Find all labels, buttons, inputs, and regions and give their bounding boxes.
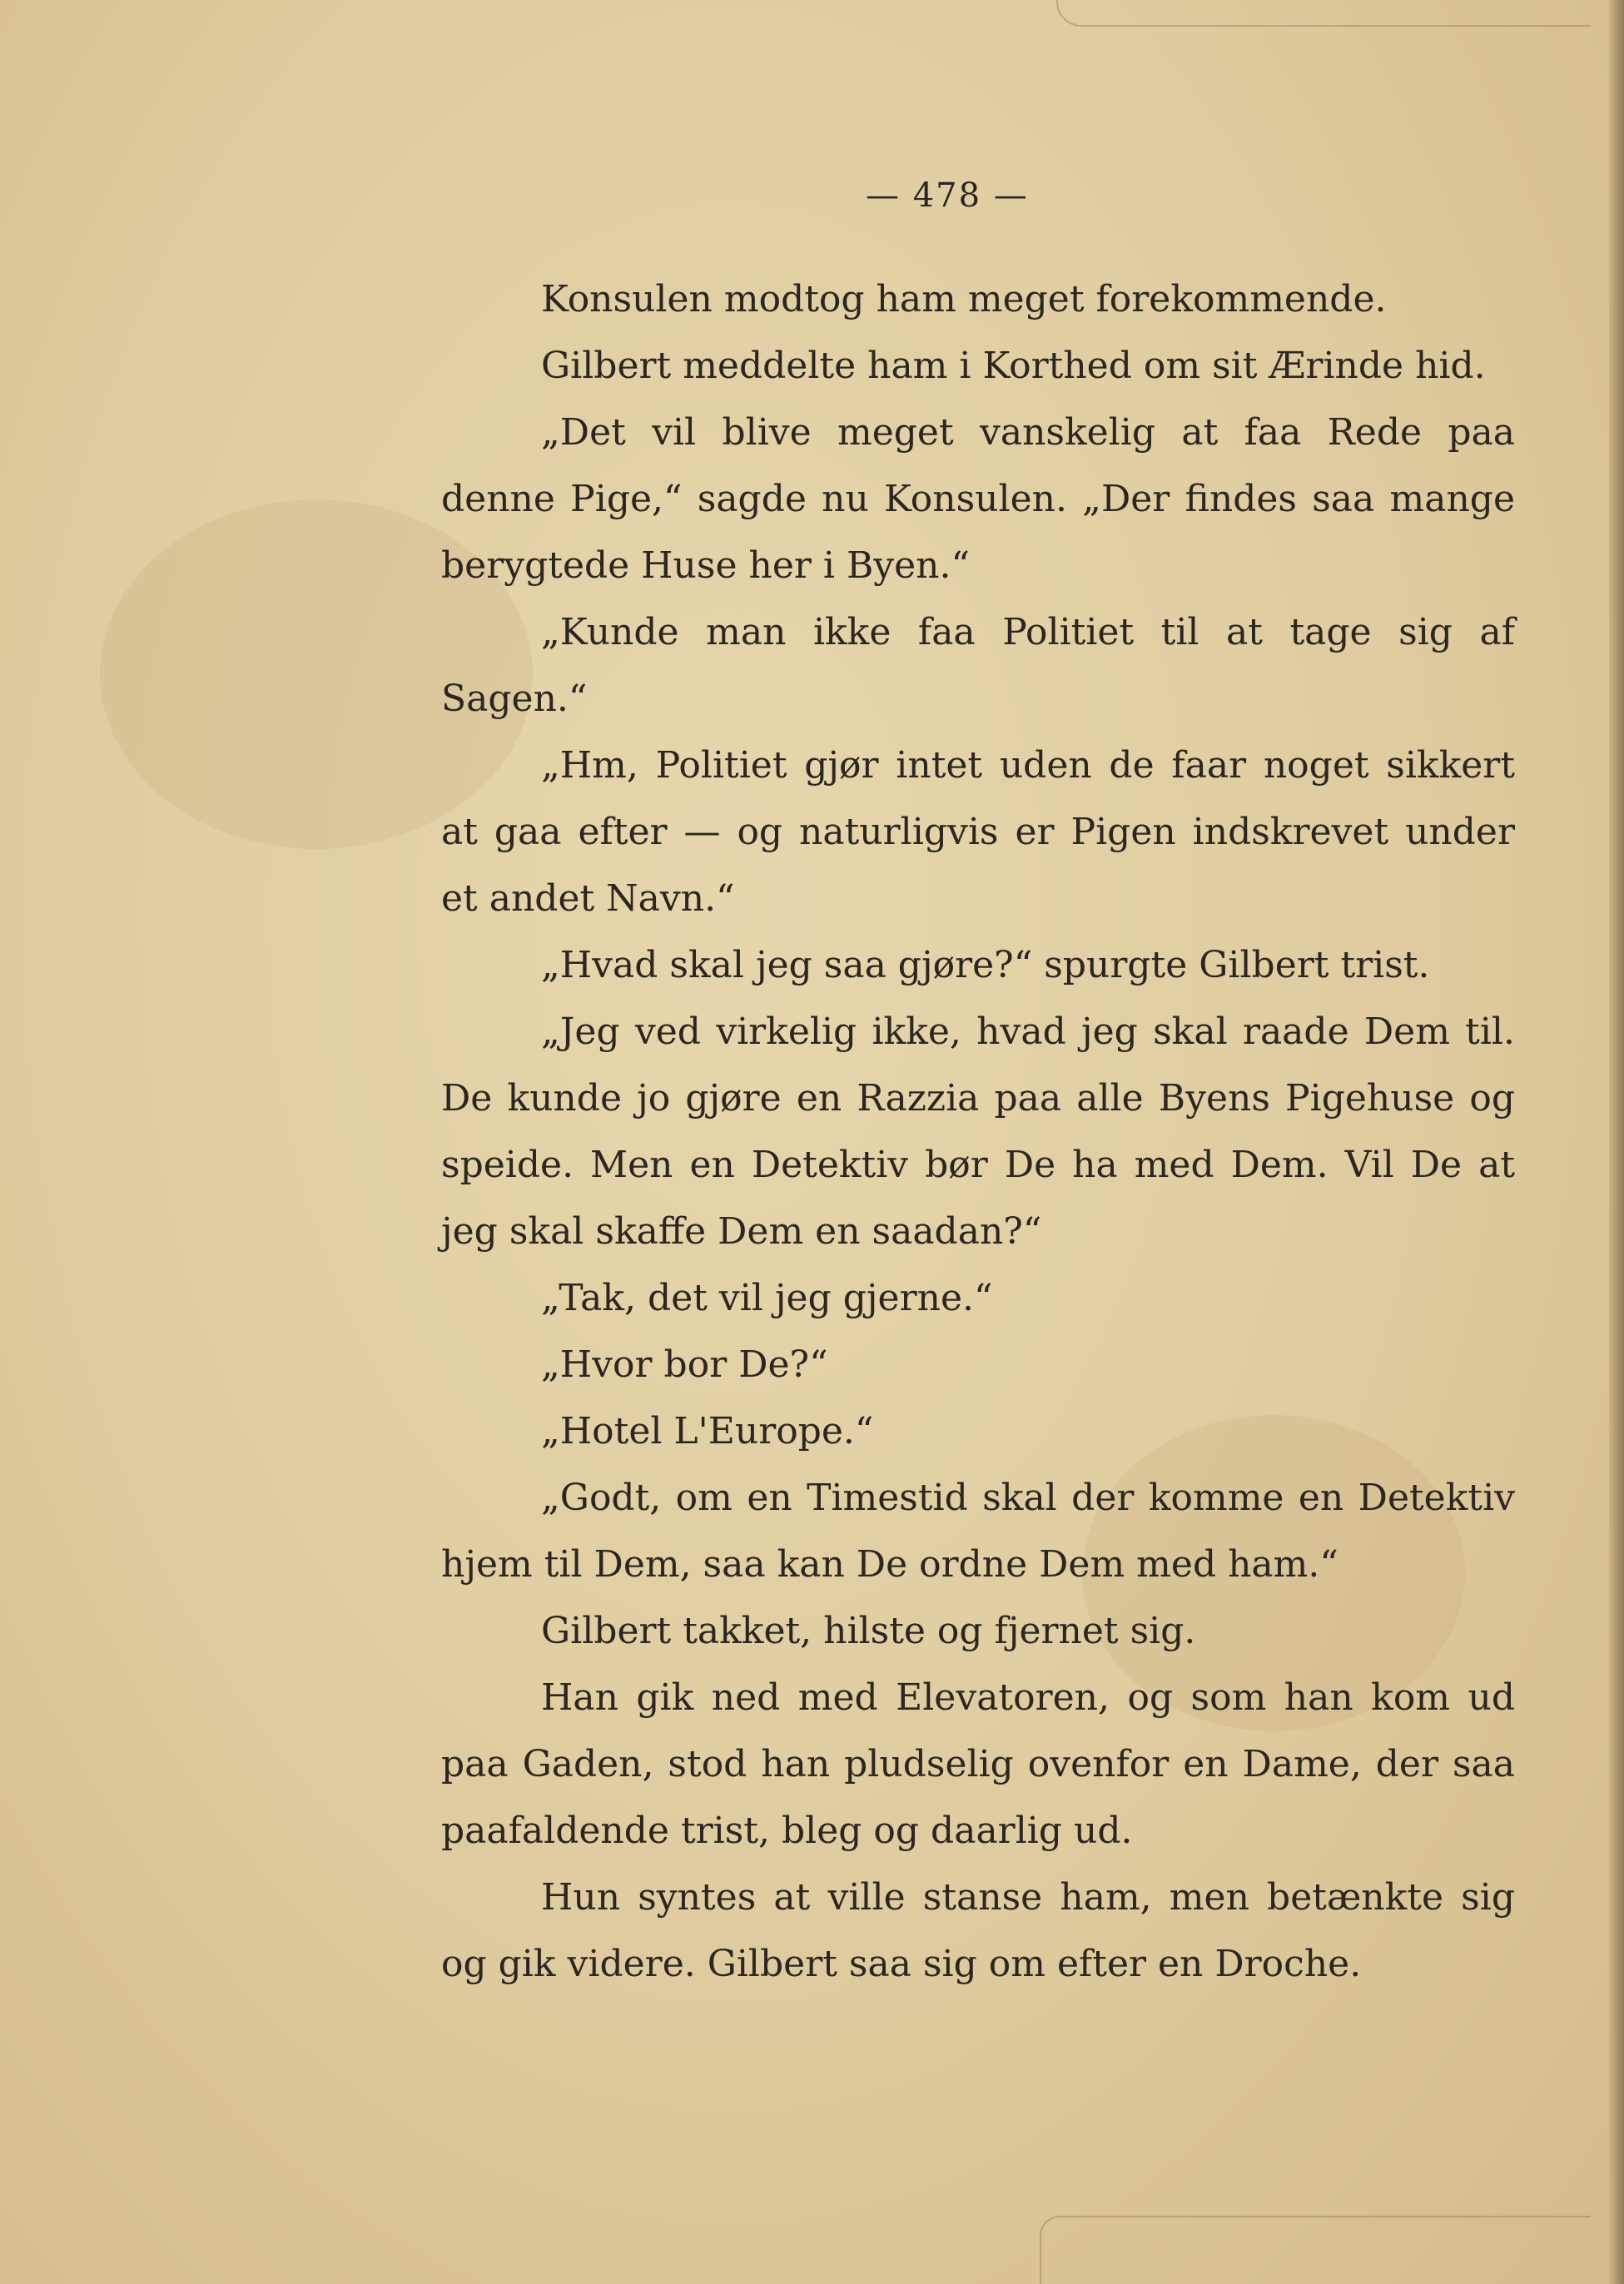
paragraph: „Det vil blive meget vanskelig at faa Rede paa denne Pige,“ sagde nu Konsulen. „Der findes saa mange berygtede Huse her i Byen.“	[441, 411, 1515, 587]
paragraph: „Jeg ved virkelig ikke, hvad jeg skal raade Dem til. De kunde jo gjøre en Razzia paa alle Byens Pigehuse og speide. Men en Detektiv bør De ha med Dem. Vil De at jeg skal skaffe Dem en saadan?“	[441, 1010, 1515, 1253]
paragraph: „Tak, det vil jeg gjerne.“	[541, 1277, 993, 1319]
page-number: — 478 —	[866, 176, 1029, 215]
page-fold-top	[1056, 0, 1591, 27]
paragraph: „Hvad skal jeg saa gjøre?“ spurgte Gilbert trist.	[541, 944, 1430, 986]
paragraph: Konsulen modtog ham meget forekommende.	[541, 278, 1387, 320]
page-edge	[1609, 0, 1624, 2284]
body-text	[441, 266, 1515, 1998]
paragraph: Gilbert meddelte ham i Korthed om sit Ærinde hid.	[541, 345, 1486, 387]
paragraph: Hun syntes at ville stanse ham, men betænkte sig og gik videre. Gilbert saa sig om efter en Droche.	[441, 1876, 1515, 1985]
page-fold-bottom	[1040, 2216, 1591, 2284]
paragraph: „Hotel L'Europe.“	[541, 1410, 874, 1452]
paragraph: Gilbert takket, hilste og fjernet sig.	[541, 1610, 1196, 1652]
paragraph: „Hvor bor De?“	[541, 1343, 828, 1386]
paragraph: „Hm, Politiet gjør intet uden de faar noget sikkert at gaa efter — og naturligvis er Pigen indskrevet under et andet Navn.“	[441, 744, 1515, 920]
paragraph: „Godt, om en Timestid skal der komme en Detektiv hjem til Dem, saa kan De ordne Dem med ham.“	[441, 1477, 1515, 1586]
paragraph: Han gik ned med Elevatoren, og som han kom ud paa Gaden, stod han pludselig ovenfor en Dame, der saa paafaldende trist, bleg og daarlig ud.	[441, 1676, 1515, 1852]
paragraph: „Kunde man ikke faa Politiet til at tage sig af Sagen.“	[441, 611, 1515, 720]
